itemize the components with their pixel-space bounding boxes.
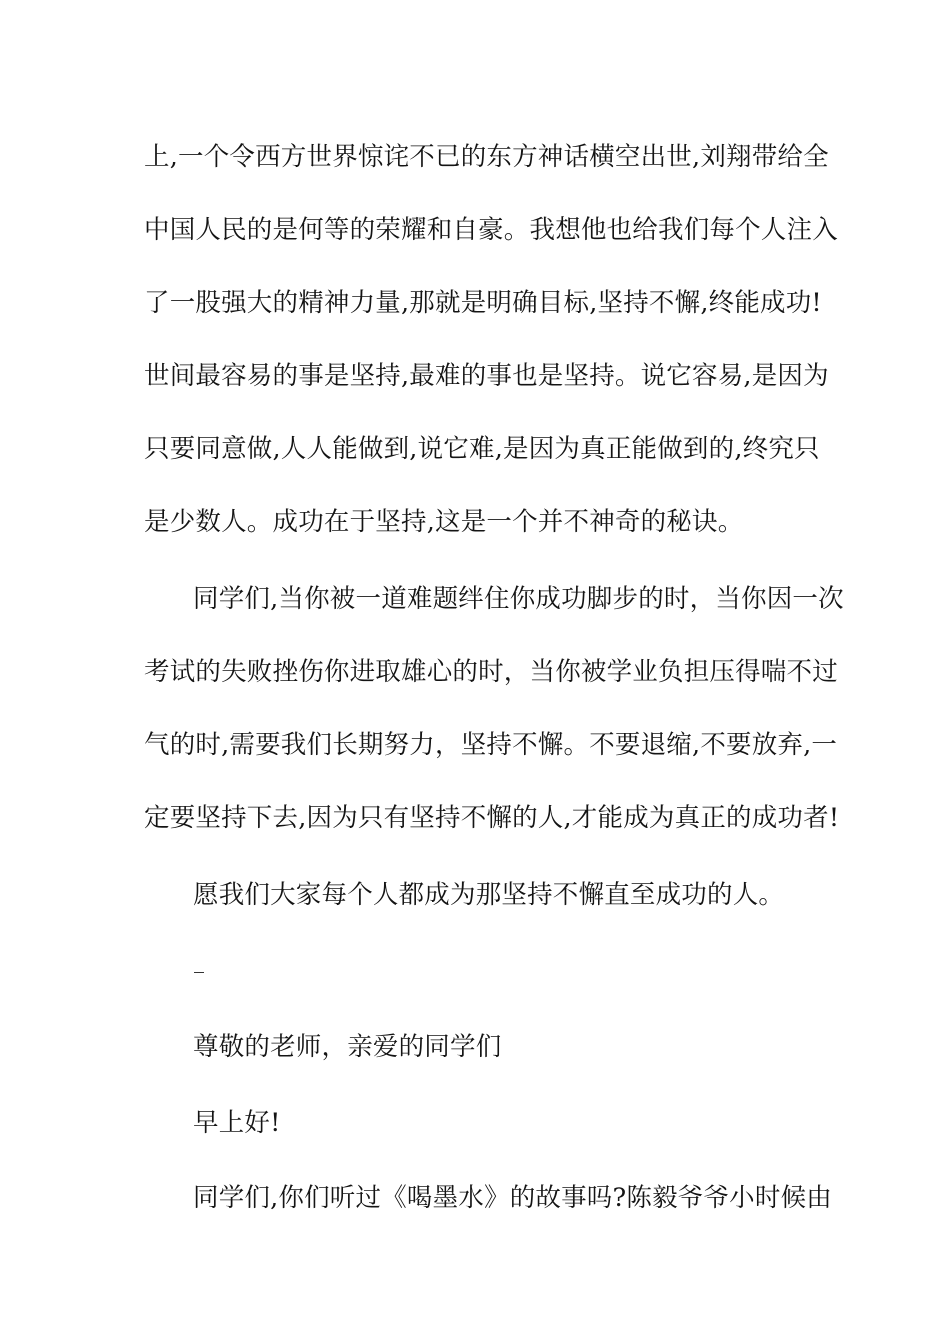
paragraph-line: 同学们,你们听过《喝墨水》的故事吗?陈毅爷爷小时候由 (193, 1183, 832, 1213)
paragraph-line: 中国人民的是何等的荣耀和自豪。我想他也给我们每个人注入 (144, 215, 838, 245)
separator-dash (194, 972, 204, 973)
paragraph-line: 只要同意做,人人能做到,说它难,是因为真正能做到的,终究只 (144, 434, 820, 464)
paragraph-line: 世间最容易的事是坚持,最难的事也是坚持。说它容易,是因为 (144, 361, 829, 391)
paragraph-line: 上,一个令西方世界惊诧不已的东方神话横空出世,刘翔带给全 (144, 142, 829, 172)
paragraph-line: 考试的失败挫伤你进取雄心的时，当你被学业负担压得喘不过 (144, 657, 838, 687)
paragraph-line: 愿我们大家每个人都成为那坚持不懈直至成功的人。 (193, 880, 785, 910)
paragraph-line: 气的时,需要我们长期努力，坚持不懈。不要退缩,不要放弃,一 (144, 730, 838, 760)
greeting-line: 早上好! (193, 1108, 281, 1138)
salutation-line: 尊敬的老师，亲爱的同学们 (193, 1032, 502, 1062)
paragraph-line: 是少数人。成功在于坚持,这是一个并不神奇的秘诀。 (144, 507, 744, 537)
paragraph-line: 同学们,当你被一道难题绊住你成功脚步的时，当你因一次 (193, 584, 844, 614)
paragraph-line: 定要坚持下去,因为只有坚持不懈的人,才能成为真正的成功者! (144, 803, 840, 833)
paragraph-line: 了一股强大的精神力量,那就是明确目标,坚持不懈,终能成功! (144, 288, 822, 318)
